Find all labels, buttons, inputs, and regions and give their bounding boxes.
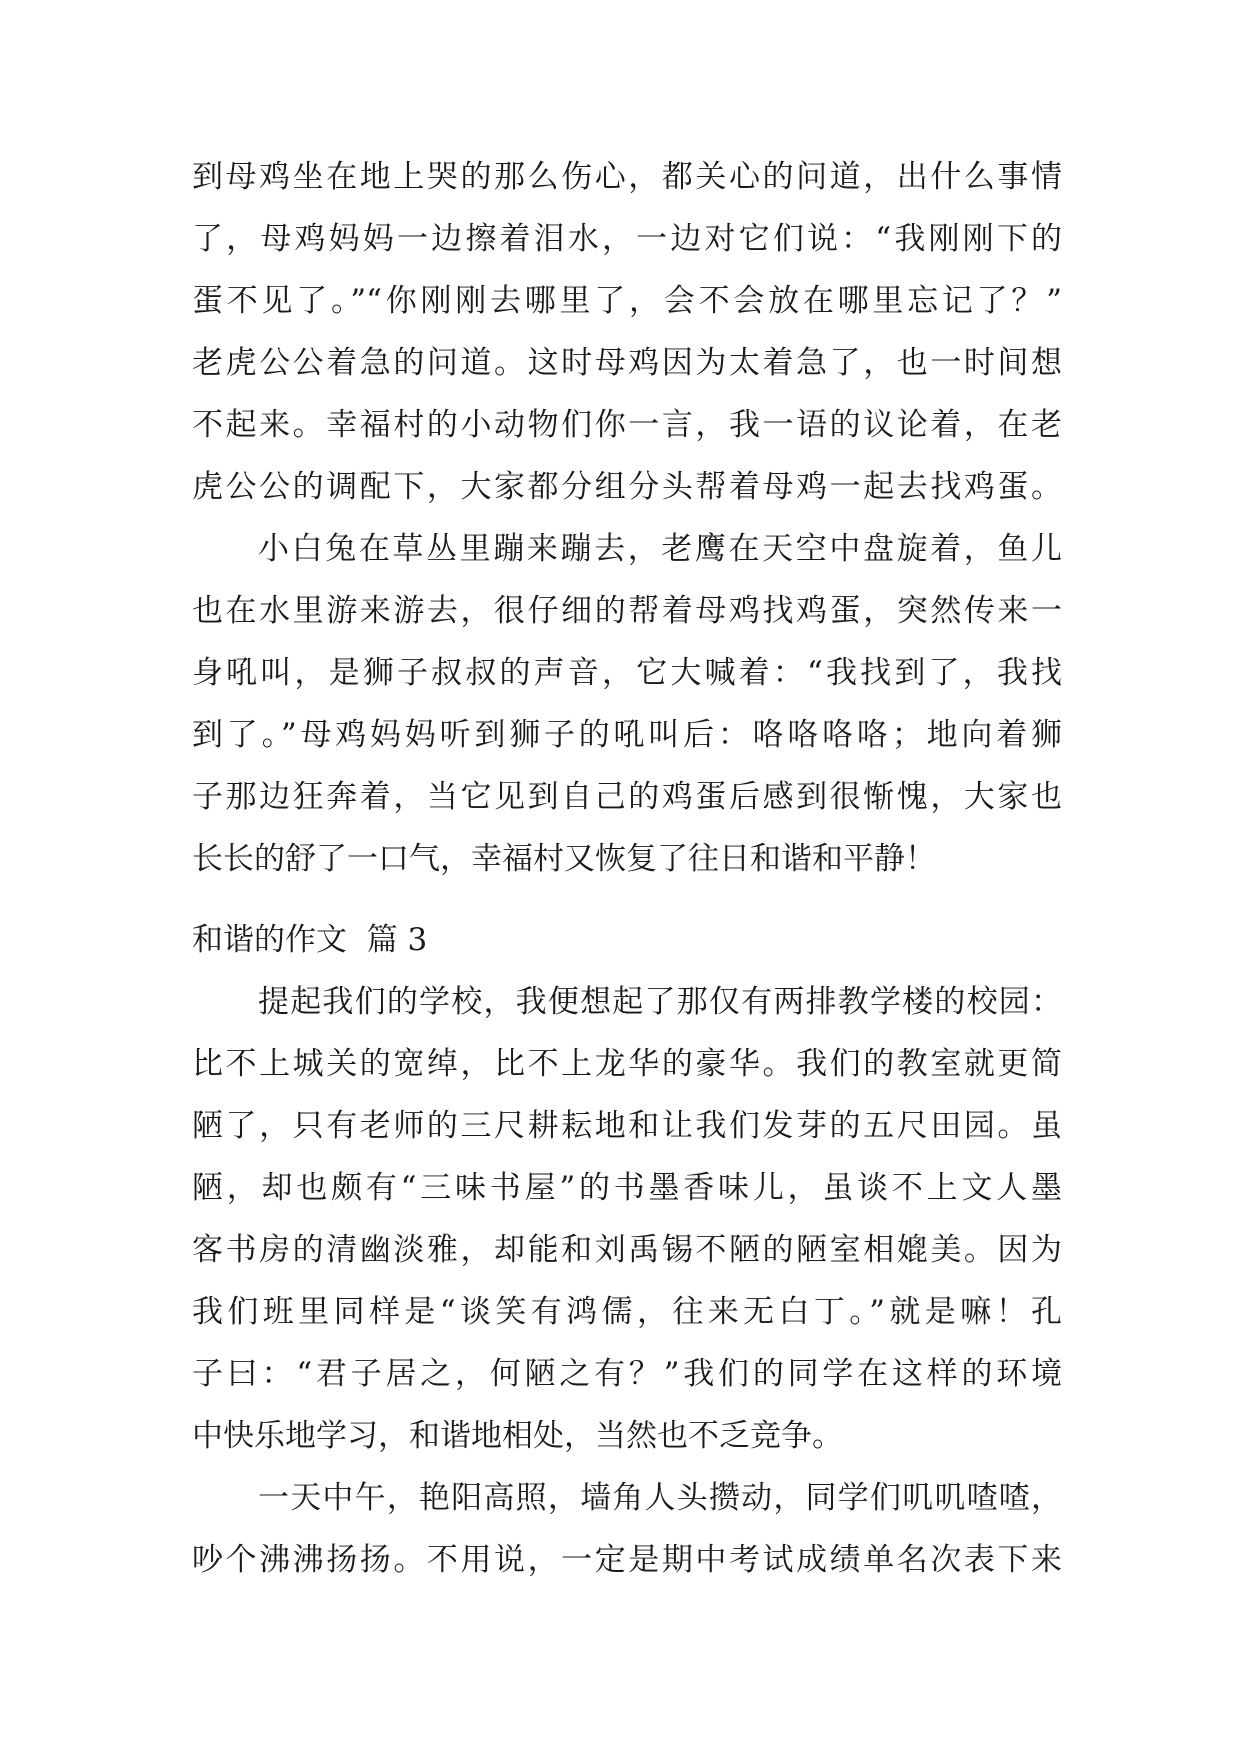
text-line: 了，母鸡妈妈一边擦着泪水，一边对它们说：“我刚刚下的 — [192, 221, 1062, 257]
story-section — [192, 146, 1062, 890]
text-line: 吵个沸沸扬扬。不用说，一定是期中考试成绩单名次表下来 — [192, 1542, 1062, 1578]
paragraph — [192, 518, 1062, 890]
text-line: 也在水里游来游去，很仔细的帮着母鸡找鸡蛋，突然传来一 — [192, 593, 1062, 629]
text-line: 我们班里同样是“谈笑有鸿儒，往来无白丁。”就是嘛！孔 — [192, 1294, 1062, 1330]
text-line: 不起来。幸福村的小动物们你一言，我一语的议论着，在老 — [192, 407, 1062, 443]
text-line: 长长的舒了一口气，幸福村又恢复了往日和谐和平静！ — [192, 841, 936, 877]
text-line: 老虎公公着急的问道。这时母鸡因为太着急了，也一时间想 — [192, 345, 1062, 381]
text-line: 一天中午，艳阳高照，墙角人头攒动，同学们叽叽喳喳， — [258, 1480, 1062, 1516]
section-heading: 和谐的作文 篇 3 — [192, 922, 428, 958]
text-line: 子那边狂奔着，当它见到自己的鸡蛋后感到很惭愧，大家也 — [192, 779, 1062, 815]
text-line: 到了。”母鸡妈妈听到狮子的吼叫后：咯咯咯咯；地向着狮 — [192, 717, 1062, 753]
text-line: 提起我们的学校，我便想起了那仅有两排教学楼的校园： — [258, 984, 1062, 1020]
text-line: 小白兔在草丛里蹦来蹦去，老鹰在天空中盘旋着，鱼儿 — [258, 531, 1062, 567]
paragraph — [192, 971, 1062, 1467]
text-line: 客书房的清幽淡雅，却能和刘禹锡不陋的陋室相媲美。因为 — [192, 1232, 1062, 1268]
essay-section — [192, 909, 1062, 1591]
text-line: 虎公公的调配下，大家都分组分头帮着母鸡一起去找鸡蛋。 — [192, 469, 1062, 505]
text-line: 陋，却也颇有“三味书屋”的书墨香味儿，虽谈不上文人墨 — [192, 1170, 1062, 1206]
text-line: 到母鸡坐在地上哭的那么伤心，都关心的问道，出什么事情 — [192, 159, 1062, 195]
text-line: 比不上城关的宽绰，比不上龙华的豪华。我们的教室就更简 — [192, 1046, 1062, 1082]
paragraph — [192, 1467, 1062, 1591]
paragraph — [192, 146, 1062, 518]
text-line: 蛋不见了。”“你刚刚去哪里了，会不会放在哪里忘记了？” — [192, 283, 1062, 319]
text-line: 陋了，只有老师的三尺耕耘地和让我们发芽的五尺田园。虽 — [192, 1108, 1062, 1144]
text-line: 身吼叫，是狮子叔叔的声音，它大喊着：“我找到了，我找 — [192, 655, 1062, 691]
text-line: 中快乐地学习，和谐地相处，当然也不乏竞争。 — [192, 1418, 843, 1454]
text-line: 子曰：“君子居之，何陋之有？”我们的同学在这样的环境 — [192, 1356, 1062, 1392]
